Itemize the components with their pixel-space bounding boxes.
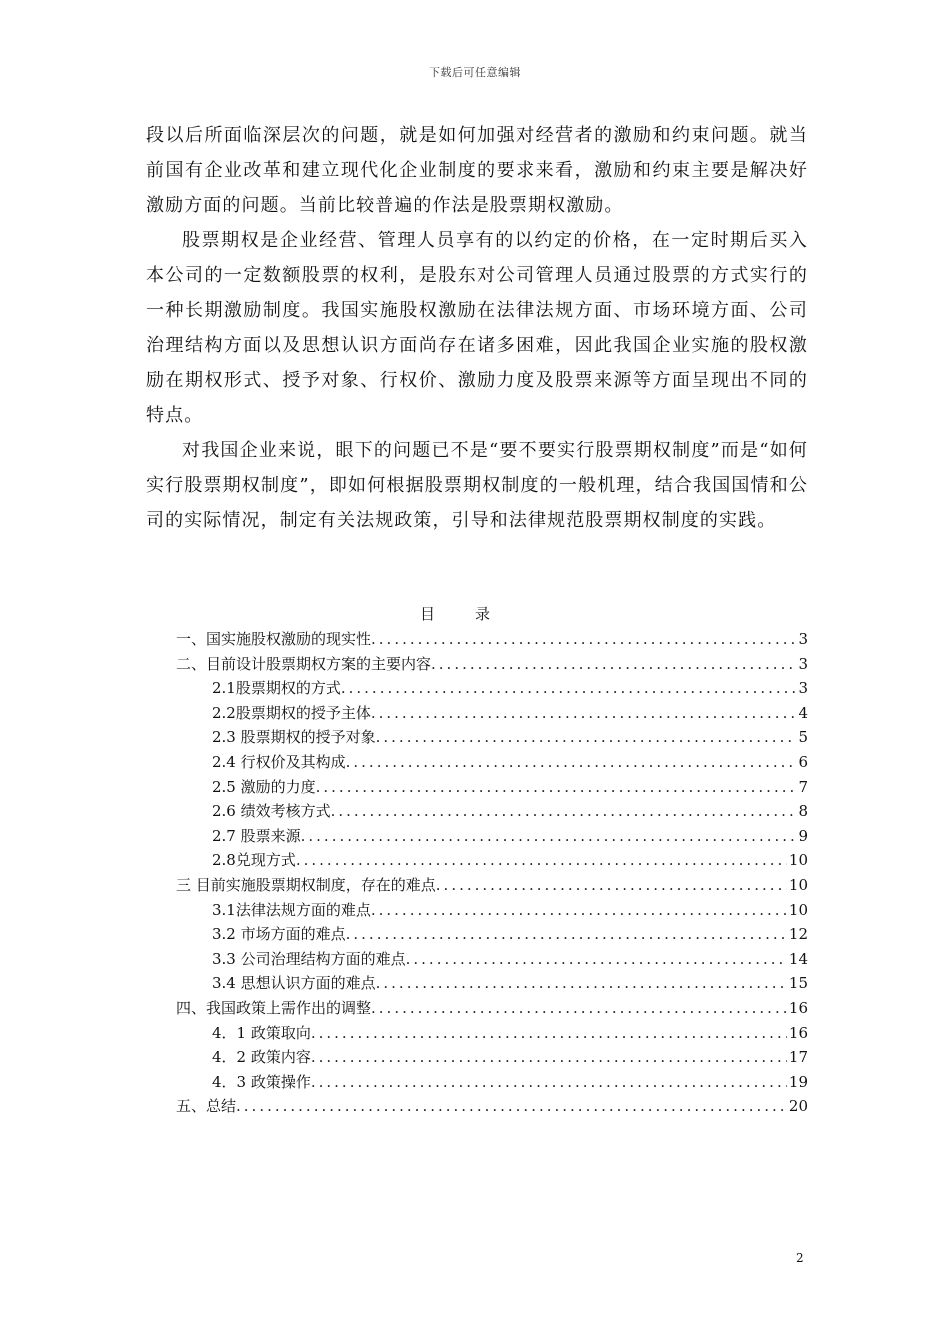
toc-dot-leader [331, 802, 797, 820]
toc-dot-leader [376, 974, 787, 992]
toc-entry-label: 五、总结 [176, 1097, 237, 1116]
paragraph: 段以后所面临深层次的问题，就是如何加强对经营者的激励和约束问题。就当前国有企业改革和建立现代化企业制度的要求来看，激励和约束主要是解决好激励方面的问题。当前比较普遍的作法是股票期权激励。 [146, 125, 808, 216]
toc-dot-leader [371, 704, 797, 722]
toc-entry[interactable] [176, 948, 808, 973]
toc-dot-leader [371, 999, 787, 1017]
toc-entry-label: 3.4 思想认识方面的难点 [212, 974, 376, 993]
toc-dot-leader [341, 679, 797, 697]
toc-title: 目录 [419, 605, 530, 623]
toc-entry-page: 19 [788, 1072, 808, 1091]
toc-dot-leader [301, 827, 797, 845]
toc-entry-label: 4．2 政策内容 [212, 1048, 311, 1067]
page-number: 2 [796, 1251, 804, 1265]
toc-entry-label: 3.2 市场方面的难点 [212, 925, 346, 944]
toc-entry-label: 3.3 公司治理结构方面的难点 [212, 949, 406, 968]
toc-entry-page: 17 [788, 1048, 808, 1067]
toc-entry-page: 5 [798, 728, 808, 747]
toc-entry[interactable] [176, 677, 808, 702]
toc-entry-page: 16 [788, 998, 808, 1017]
toc-entry-label: 2.1股票期权的方式 [212, 679, 341, 698]
toc-entry-page: 8 [798, 802, 808, 821]
toc-entry-label: 二、目前设计股票期权方案的主要内容 [176, 654, 432, 673]
toc-entry-page: 3 [798, 630, 808, 648]
toc-entry-page: 20 [788, 1097, 808, 1116]
toc-entry-label: 2.6 绩效考核方式 [212, 802, 331, 821]
toc-entry-label: 3.1法律法规方面的难点 [212, 900, 371, 919]
toc-entry[interactable] [176, 825, 808, 850]
toc-entry-page: 16 [788, 1023, 808, 1042]
toc-dot-leader [316, 778, 797, 796]
toc-entry-label: 三 目前实施股票期权制度，存在的难点 [176, 875, 436, 894]
toc-entry-label: 4．1 政策取向 [212, 1023, 311, 1042]
toc-entry[interactable] [176, 849, 808, 874]
toc-entry-page: 3 [798, 679, 808, 698]
toc-dot-leader [371, 630, 796, 648]
toc-entry-page: 10 [788, 900, 808, 919]
toc-dot-leader [311, 1024, 787, 1042]
paragraph: 股票期权是企业经营、管理人员享有的以约定的价格，在一定时期后买入本公司的一定数额股票的权利，是股东对公司管理人员通过股票的方式实行的一种长期激励制度。我国实施股权激励在法律法规方面、市场环境方面、公司治理结构方面以及思想认识方面尚存在诸多困难，因此我国企业实施的股权激励在期权形式、授予对象、行权价、激励力度及股票来源等方面呈现出不同的特点。 [146, 230, 808, 426]
toc-entry-page: 9 [798, 826, 808, 845]
toc-entry-label: 2.4 行权价及其构成 [212, 752, 346, 771]
toc-entry[interactable] [176, 1022, 808, 1047]
toc-entry[interactable] [176, 628, 808, 653]
toc-entry-label: 2.3 股票期权的授予对象 [212, 728, 376, 747]
toc-entry[interactable] [176, 1046, 808, 1071]
toc-entry[interactable] [176, 776, 808, 801]
toc-entry[interactable] [176, 1095, 808, 1120]
toc-entry-page: 12 [788, 925, 808, 944]
toc-entry-page: 14 [788, 949, 808, 968]
toc-dot-leader [406, 950, 787, 968]
toc-dot-leader [311, 1073, 787, 1091]
toc-dot-leader [431, 655, 796, 673]
toc-entry-label: 2.2股票期权的授予主体 [212, 703, 371, 722]
toc-dot-leader [346, 925, 787, 943]
page-header: 下载后可任意编辑 [429, 66, 521, 79]
toc-entry-page: 10 [788, 875, 808, 894]
toc-dot-leader [436, 876, 787, 894]
paragraph: 对我国企业来说，眼下的问题已不是“要不要实行股票期权制度”而是“如何实行股票期权制度”，即如何根据股票期权制度的一般机理，结合我国国情和公司的实际情况，制定有关法规政策，引导和法律规范股票期权制度的实践。 [146, 440, 808, 531]
toc-dot-leader [296, 851, 787, 869]
toc-dot-leader [371, 901, 787, 919]
toc-entry-label: 2.5 激励的力度 [212, 777, 316, 796]
toc-dot-leader [236, 1097, 787, 1115]
toc-entry-label: 一、国实施股权激励的现实性 [176, 630, 372, 648]
toc-entry-page: 10 [788, 851, 808, 870]
toc-entry-label: 2.7 股票来源 [212, 826, 301, 845]
toc-entry-page: 4 [798, 703, 808, 722]
toc-entry[interactable] [176, 702, 808, 727]
toc-entry-page: 7 [798, 777, 808, 796]
toc-entry-page: 6 [798, 752, 808, 771]
toc-entry[interactable] [176, 899, 808, 924]
toc-entry-label: 四、我国政策上需作出的调整 [176, 998, 372, 1017]
toc-entry[interactable] [176, 972, 808, 997]
body-text [146, 118, 808, 538]
toc-dot-leader [376, 728, 797, 746]
table-of-contents [176, 628, 808, 1120]
toc-dot-leader [311, 1048, 787, 1066]
toc-entry-label: 4．3 政策操作 [212, 1072, 311, 1091]
toc-entry[interactable] [176, 874, 808, 899]
toc-entry[interactable] [176, 653, 808, 678]
toc-entry[interactable] [176, 800, 808, 825]
toc-entry[interactable] [176, 751, 808, 776]
toc-entry-page: 15 [788, 974, 808, 993]
toc-entry[interactable] [176, 1071, 808, 1096]
toc-entry[interactable] [176, 923, 808, 948]
toc-entry[interactable] [176, 997, 808, 1022]
toc-entry-label: 2.8兑现方式 [212, 851, 296, 870]
toc-entry-page: 3 [798, 654, 808, 673]
toc-dot-leader [346, 753, 797, 771]
toc-entry[interactable] [176, 726, 808, 751]
